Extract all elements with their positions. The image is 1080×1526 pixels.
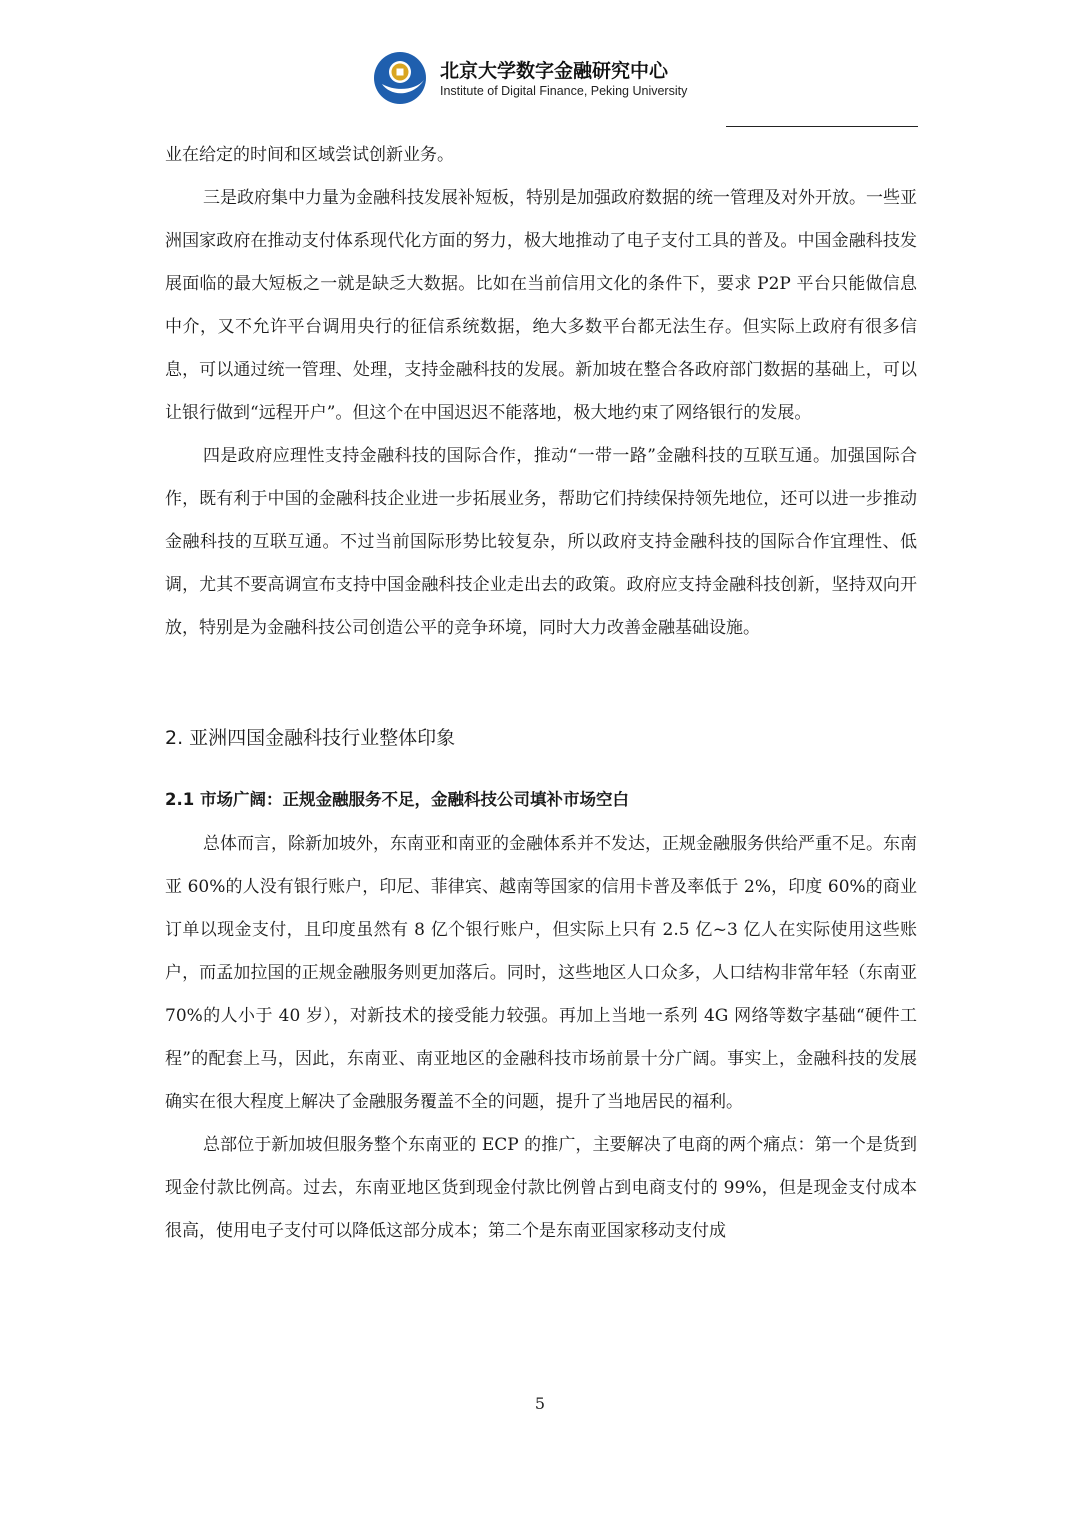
paragraph-market-overview: 总体而言，除新加坡外，东南亚和南亚的金融体系并不发达，正规金融服务供给严重不足。东南亚 60%的人没有银行账户，印尼、菲律宾、越南等国家的信用卡普及率低于 2%，印度 60%的商业订单以现金支付，且印度虽然有 8 亿个银行账户，但实际上只有 2.5 亿~3 亿人在实际使用这些账户，而孟加拉国的正规金融服务则更加落后。同时，这些地区人口众多，人口结构非常年轻（东南亚 70%的人小于 40 岁），对新技术的接受能力较强。再加上当地一系列 4G 网络等数字基础“硬件工程”的配套上马，因此，东南亚、南亚地区的金融科技市场前景十分广阔。事实上，金融科技的发展确实在很大程度上解决了金融服务覆盖不全的问题，提升了当地居民的福利。	[165, 834, 917, 1112]
paragraph-ecp: 总部位于新加坡但服务整个东南亚的 ECP 的推广，主要解决了电商的两个痛点：第一个是货到现金付款比例高。过去，东南亚地区货到现金付款比例曾占到电商支付的 99%，但是现金支付成本很高，使用电子支付可以降低这部分成本；第二个是东南亚国家移动支付成	[165, 1135, 917, 1241]
paragraph-government-data: 三是政府集中力量为金融科技发展补短板，特别是加强政府数据的统一管理及对外开放。一些亚洲国家政府在推动支付体系现代化方面的努力，极大地推动了电子支付工具的普及。中国金融科技发展面临的最大短板之一就是缺乏大数据。比如在当前信用文化的条件下，要求 P2P 平台只能做信息中介，又不允许平台调用央行的征信系统数据，绝大多数平台都无法生存。但实际上政府有很多信息，可以通过统一管理、处理，支持金融科技的发展。新加坡在整合各政府部门数据的基础上，可以让银行做到“远程开户”。但这个在中国迟迟不能落地，极大地约束了网络银行的发展。	[165, 188, 917, 423]
pku-digital-finance-logo-icon	[372, 50, 428, 106]
section-heading: 2. 亚洲四国金融科技行业整体印象	[165, 727, 456, 749]
header-divider	[726, 126, 918, 127]
document-body	[165, 134, 917, 1253]
org-name-cn: 北京大学数字金融研究中心	[440, 60, 669, 82]
org-name-en: Institute of Digital Finance, Peking University	[440, 84, 688, 98]
paragraph-continuation: 业在给定的时间和区域尝试创新业务。	[165, 145, 454, 165]
subsection-heading: 2.1 市场广阔：正规金融服务不足，金融科技公司填补市场空白	[165, 790, 629, 809]
page-number: 5	[534, 1394, 546, 1413]
paragraph-international-cooperation: 四是政府应理性支持金融科技的国际合作，推动“一带一路”金融科技的互联互通。加强国际合作，既有利于中国的金融科技企业进一步拓展业务，帮助它们持续保持领先地位，还可以进一步推动金融科技的互联互通。不过当前国际形势比较复杂，所以政府支持金融科技的国际合作宜理性、低调，尤其不要高调宣布支持中国金融科技企业走出去的政策。政府应支持金融科技创新，坚持双向开放，特别是为金融科技公司创造公平的竞争环境，同时大力改善金融基础设施。	[165, 446, 917, 638]
